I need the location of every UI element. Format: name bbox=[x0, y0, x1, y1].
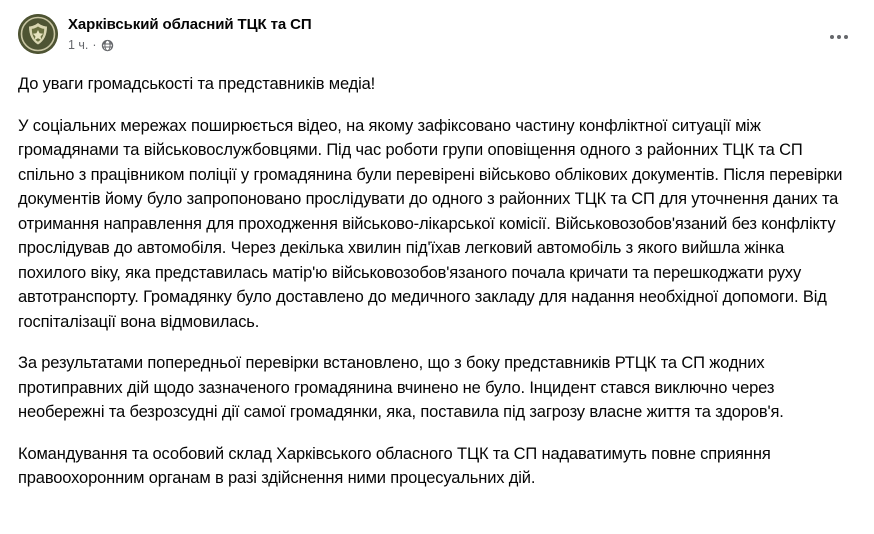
globe-icon[interactable] bbox=[101, 39, 114, 52]
shield-emblem-icon bbox=[18, 14, 58, 54]
ellipsis-icon bbox=[837, 35, 841, 39]
post-meta bbox=[68, 37, 312, 53]
post-header bbox=[18, 14, 856, 60]
post-menu-button[interactable] bbox=[822, 20, 856, 54]
post-body bbox=[18, 72, 856, 491]
post-timestamp[interactable]: 1 ч. bbox=[68, 38, 89, 52]
ellipsis-icon bbox=[844, 35, 848, 39]
page-name[interactable]: Харківський обласний ТЦК та СП bbox=[68, 16, 312, 33]
meta-separator: · bbox=[92, 38, 97, 52]
post-paragraph: До уваги громадськості та представників медіа! bbox=[18, 75, 376, 93]
post-paragraph: Командування та особовий склад Харківського обласного ТЦК та СП надаватимуть повне сприяння правоохоронним органам в разі здійснення ними процесуальних дій. bbox=[18, 444, 771, 487]
ellipsis-icon bbox=[830, 35, 834, 39]
post-header-text bbox=[68, 14, 312, 53]
post-paragraph: У соціальних мережах поширюється відео, на якому зафіксовано частину конфліктної ситуації між громадянами та військовослужбовцями. Під час роботи групи оповіщення одного з районних ТЦК та СП спільно з працівником поліції у громадянина були перевірені військово облікових документів. Після перевірки документів йому було запропоновано прослідувати до одного з районних ТЦК та СП для уточнення даних та отримання направлення для проходження військово-лікарської комісії. Військовозобов'язаний без конфлікту прослідував до автомобіля. Через декілька хвилин під'їхав легковий автомобіль з якого вийшла жінка похилого віку, яка представилась матір'ю військовозобов'язаного почала кричати та перешкоджати руху автотранспорту. Громадянку було доставлено до медичного закладу для надання необхідної допомоги. Від госпіталізації вона відмовилась. bbox=[18, 116, 843, 331]
avatar[interactable] bbox=[18, 14, 58, 54]
post-paragraph: За результатами попередньої перевірки встановлено, що з боку представників РТЦК та СП жодних протиправних дій щодо зазначеного громадянина вчинено не було. Інцидент стався виключно через необережні та безрозсудні дії самої громадянки, яка, поставила під загрозу власне життя та здоров'я. bbox=[18, 354, 784, 421]
